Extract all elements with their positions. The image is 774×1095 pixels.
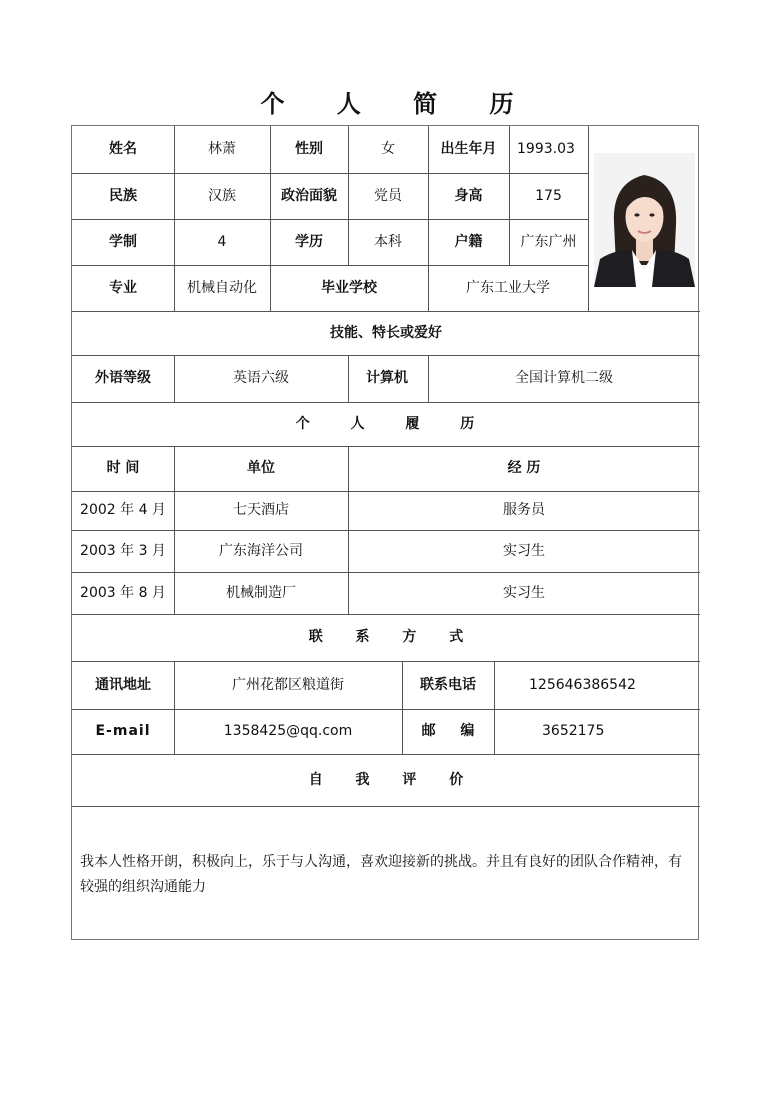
height-value: 175	[535, 187, 562, 204]
hukou-label: 户籍	[454, 233, 483, 250]
postcode-value: 3652175	[542, 723, 605, 740]
language-value: 英语六级	[233, 370, 289, 387]
birth-label: 出生年月	[440, 141, 497, 158]
phone-label: 联系电话	[420, 676, 476, 693]
hukou-value: 广东广州	[520, 233, 577, 250]
history-col-unit: 单位	[247, 460, 275, 477]
name-value: 林萧	[208, 141, 236, 158]
history-row-experience: 实习生	[503, 584, 545, 601]
history-row-unit: 广东海洋公司	[219, 542, 303, 559]
history-col-experience: 经 历	[507, 460, 541, 477]
email-value: 1358425@qq.com	[223, 723, 353, 740]
profile-photo	[594, 153, 695, 287]
ethnicity-label: 民族	[109, 187, 137, 204]
history-row-experience: 服务员	[503, 502, 545, 519]
computer-label: 计算机	[366, 370, 408, 387]
major-label: 专业	[109, 279, 137, 296]
phone-value: 125646386542	[529, 676, 636, 693]
gender-label: 性别	[295, 141, 323, 158]
skills-header: 技能、特长或爱好	[330, 324, 442, 341]
history-row-unit: 机械制造厂	[226, 584, 296, 601]
height-label: 身高	[454, 187, 483, 204]
ethnicity-value: 汉族	[208, 187, 236, 204]
major-value: 机械自动化	[187, 279, 257, 296]
schooling-label: 学制	[109, 233, 137, 250]
history-row-time: 2003 年 3 月	[80, 542, 166, 559]
school-value: 广东工业大学	[466, 279, 550, 296]
computer-value: 全国计算机二级	[515, 370, 613, 387]
address-value: 广州花都区粮道街	[232, 676, 344, 693]
political-label: 政治面貌	[281, 187, 337, 204]
name-label: 姓名	[109, 141, 137, 158]
email-label: E-mail	[95, 723, 151, 740]
language-label: 外语等级	[95, 370, 151, 387]
contact-header: 联 系 方 式	[308, 629, 478, 646]
history-row-time: 2003 年 8 月	[80, 584, 166, 601]
history-row-unit: 七天酒店	[233, 502, 289, 519]
political-value: 党员	[374, 187, 402, 204]
history-col-time: 时 间	[106, 460, 140, 477]
education-label: 学历	[295, 233, 323, 250]
schooling-value: 4	[217, 233, 227, 250]
history-header: 个 人 履 历	[295, 415, 493, 432]
evaluation-text: 我本人性格开朗，积极向上，乐于与人沟通，喜欢迎接新的挑战。并且有良好的团队合作精神，有较强的组织沟通能力	[80, 854, 682, 895]
address-label: 通讯地址	[95, 676, 151, 693]
evaluation-header: 自 我 评 价	[308, 771, 478, 788]
history-row-experience: 实习生	[503, 542, 545, 559]
resume-title: 个 人 简 历	[260, 90, 536, 118]
birth-value: 1993.03	[517, 141, 575, 158]
portrait-image	[594, 153, 695, 287]
resume-table	[71, 125, 699, 940]
history-row-time: 2002 年 4 月	[80, 502, 166, 519]
postcode-label: 邮 编	[421, 723, 485, 740]
gender-value: 女	[381, 141, 395, 158]
school-label: 毕业学校	[321, 279, 377, 296]
education-value: 本科	[374, 233, 402, 250]
